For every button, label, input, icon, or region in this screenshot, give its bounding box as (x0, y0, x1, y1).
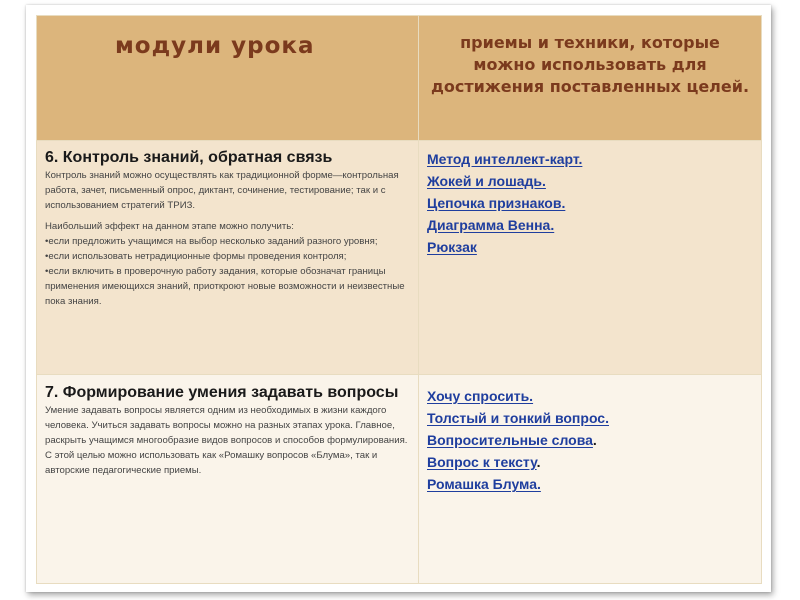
techniques-cell-6 (419, 141, 762, 375)
technique-link-jockey-horse[interactable]: Жокей и лошадь. (427, 173, 546, 189)
technique-link-backpack[interactable]: Рюкзак (427, 239, 477, 255)
header-cell-modules (37, 16, 419, 141)
module-title: 7. Формирование умения задавать вопросы (45, 384, 399, 401)
bullet-item: •если использовать нетрадиционные формы проведения контроля; (45, 251, 347, 262)
technique-link-question-words[interactable]: Вопросительные слова (427, 432, 593, 448)
techniques-list: Хочу спросить. Толстый и тонкий вопрос. Вопросительные слова. Вопрос к тексту. Ромашка Блума. (427, 388, 609, 492)
technique-link-thick-thin-question[interactable]: Толстый и тонкий вопрос. (427, 410, 609, 426)
module-description (37, 403, 418, 478)
header-row (37, 16, 762, 141)
techniques-cell-7 (419, 375, 762, 584)
module-row-7 (37, 375, 762, 584)
module-row-6 (37, 141, 762, 375)
techniques-list (419, 141, 761, 258)
module-description (37, 168, 418, 309)
paragraph: Наибольший эффект на данном этапе можно получить: (45, 221, 294, 232)
header-techniques-title: приемы и техники, которые можно использовать для достижения поставленных целей. (430, 33, 750, 96)
module-title: 6. Контроль знаний, обратная связь (45, 149, 333, 166)
paragraph: Умение задавать вопросы является одним из необходимых в жизни каждого человека. Учиться задавать вопросы можно на разных этапах урока. Главное, раскрыть учащимся многообразие видов вопросов и способов формулирования. С этой целью можно использовать как «Ромашку вопросов «Блума», так и авторские педагогические приемы. (45, 405, 408, 476)
bullet-item: •если включить в проверочную работу задания, которые обозначат границы применения имеющихся знаний, приоткроют новые возможности и неизвестные пока знания. (45, 266, 405, 307)
technique-link-want-to-ask[interactable]: Хочу спросить. (427, 388, 534, 404)
lesson-table (36, 15, 762, 584)
header-cell-techniques (419, 16, 762, 141)
module-cell-6 (37, 141, 419, 375)
technique-link-bloom-daisy[interactable]: Ромашка Блума. (427, 476, 541, 492)
technique-link-mind-map[interactable]: Метод интеллект-карт. (427, 151, 583, 167)
header-modules-title: модули урока (115, 33, 315, 59)
technique-link-venn-diagram[interactable]: Диаграмма Венна. (427, 217, 555, 233)
slide (26, 5, 771, 592)
module-cell-7 (37, 375, 419, 584)
technique-link-chain-of-features[interactable]: Цепочка признаков. (427, 195, 566, 211)
technique-link-question-to-text[interactable]: Вопрос к тексту (427, 454, 537, 470)
bullet-item: •если предложить учащимся на выбор несколько заданий разного уровня; (45, 236, 378, 247)
paragraph: Контроль знаний можно осуществлять как традиционной форме—контрольная работа, зачет, письменный опрос, диктант, сочинение, тестирование; так и с использованием стратегий ТРИЗ. (45, 170, 399, 211)
